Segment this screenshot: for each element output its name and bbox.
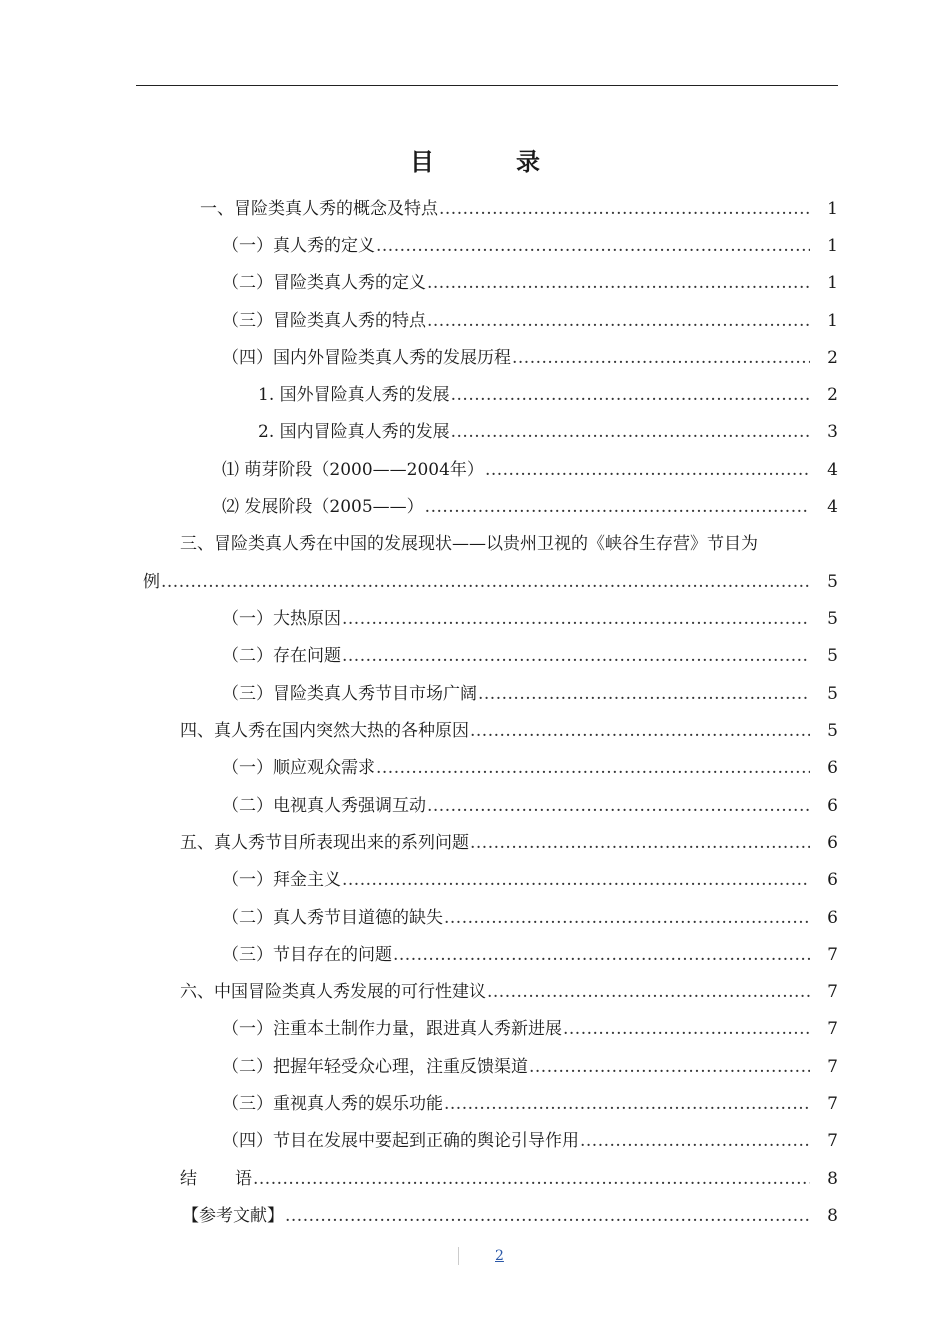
toc-entry-3-line1[interactable]: 三、冒险类真人秀在中国的发展现状——以贵州卫视的《峡谷生存营》节目为 [180,534,758,554]
toc-entry-6-1[interactable] [222,1015,838,1043]
toc-entry-page: 4 [827,460,838,480]
toc-entry-label: （四）国内外冒险类真人秀的发展历程 [222,348,511,368]
footer-page-number[interactable]: 2 [495,1248,504,1264]
toc-entry-5-2[interactable] [222,904,838,932]
toc-entry-3[interactable] [143,568,838,596]
toc-entry-page: 2 [827,348,838,368]
toc-entry-conclusion[interactable] [180,1165,838,1193]
toc-entry-label: （四）节目在发展中要起到正确的舆论引导作用 [222,1131,579,1151]
toc-entry-label: （二）电视真人秀强调互动 [222,796,426,816]
toc-entry-stage-2[interactable] [222,493,838,521]
toc-entry-page: 3 [827,422,838,442]
title-char-1: 目 [410,148,434,176]
toc-entry-1-4-2[interactable] [258,418,838,446]
toc-entry-label: 结 语 [180,1169,252,1189]
toc-entry-stage-1[interactable] [222,456,838,484]
toc-entry-6-4[interactable] [222,1127,838,1155]
toc-entry-label: 例 [143,572,160,592]
toc-entry-page: 7 [827,1019,838,1039]
toc-entry-3-2[interactable] [222,642,838,670]
toc-entry-5[interactable] [180,829,838,857]
page-title [0,142,950,177]
toc-entry-label: 六、中国冒险类真人秀发展的可行性建议 [180,982,486,1002]
toc-entry-page: 8 [827,1169,838,1189]
toc-entry-6[interactable] [180,978,838,1006]
toc-entry-page: 7 [827,1057,838,1077]
toc-entry-page: 7 [827,945,838,965]
toc-entry-1-2[interactable] [222,269,838,297]
header-rule [136,85,838,86]
toc-entry-label: 五、真人秀节目所表现出来的系列问题 [180,833,469,853]
toc-entry-label: （三）重视真人秀的娱乐功能 [222,1094,443,1114]
toc-entry-label: 【参考文献】 [182,1206,284,1226]
toc-entry-5-1[interactable] [222,866,838,894]
toc-entry-4-1[interactable] [222,754,838,782]
toc-entry-5-3[interactable] [222,941,838,969]
toc-entry-page: 7 [827,1131,838,1151]
toc-entry-1-4-1[interactable] [258,381,838,409]
toc-entry-label: （三）冒险类真人秀的特点 [222,311,426,331]
toc-entry-3-3[interactable] [222,680,838,708]
toc-entry-label: （二）真人秀节目道德的缺失 [222,908,443,928]
toc-entry-page: 2 [827,385,838,405]
toc-entry-page: 8 [827,1206,838,1226]
toc-entry-label: 四、真人秀在国内突然大热的各种原因 [180,721,469,741]
toc-entry-label: （一）注重本土制作力量，跟进真人秀新进展 [222,1019,562,1039]
toc-entry-label: 2. 国内冒险真人秀的发展 [258,422,450,442]
toc-entry-page: 6 [827,870,838,890]
toc-entry-label: ⑵ 发展阶段（2005——） [222,497,424,517]
toc-entry-label: （二）冒险类真人秀的定义 [222,273,426,293]
toc-entry-page: 6 [827,796,838,816]
toc-entry-page: 1 [827,273,838,293]
toc-entry-6-3[interactable] [222,1090,838,1118]
toc-entry-3-1[interactable] [222,605,838,633]
toc-entry-label: 一、冒险类真人秀的概念及特点 [200,199,438,219]
toc-entry-1-4[interactable] [222,344,838,372]
toc-entry-page: 6 [827,758,838,778]
toc-entry-label: ⑴ 萌芽阶段（2000——2004年） [222,460,484,480]
toc-entry-page: 5 [827,684,838,704]
toc-entry-1[interactable] [200,195,838,223]
toc-entry-1-3[interactable] [222,307,838,335]
toc-entry-label: （二）把握年轻受众心理，注重反馈渠道 [222,1057,528,1077]
toc-entry-label: （三）冒险类真人秀节目市场广阔 [222,684,477,704]
title-char-2: 录 [516,148,540,176]
toc-entry-4-2[interactable] [222,792,838,820]
toc-entry-page: 5 [827,721,838,741]
toc-entry-page: 6 [827,908,838,928]
toc-entry-page: 5 [827,646,838,666]
toc-entry-page: 6 [827,833,838,853]
toc-entry-4[interactable] [180,717,838,745]
toc-entry-page: 4 [827,497,838,517]
toc-entry-page: 1 [827,236,838,256]
toc-entry-label: （一）顺应观众需求 [222,758,375,778]
toc-entry-references[interactable] [182,1202,838,1230]
toc-entry-label: （一）真人秀的定义 [222,236,375,256]
toc-entry-label: （三）节目存在的问题 [222,945,392,965]
toc-entry-6-2[interactable] [222,1053,838,1081]
toc-entry-label: （一）拜金主义 [222,870,341,890]
toc-entry-page: 7 [827,1094,838,1114]
toc-entry-label: （一）大热原因 [222,609,341,629]
toc-entry-page: 5 [827,609,838,629]
toc-entry-page: 1 [827,311,838,331]
toc-entry-label: （二）存在问题 [222,646,341,666]
toc-entry-label: 1. 国外冒险真人秀的发展 [258,385,450,405]
toc-entry-page: 7 [827,982,838,1002]
toc-entry-page: 5 [827,572,838,592]
footer-separator [458,1247,459,1265]
toc-entry-1-1[interactable] [222,232,838,260]
toc-entry-page: 1 [827,199,838,219]
